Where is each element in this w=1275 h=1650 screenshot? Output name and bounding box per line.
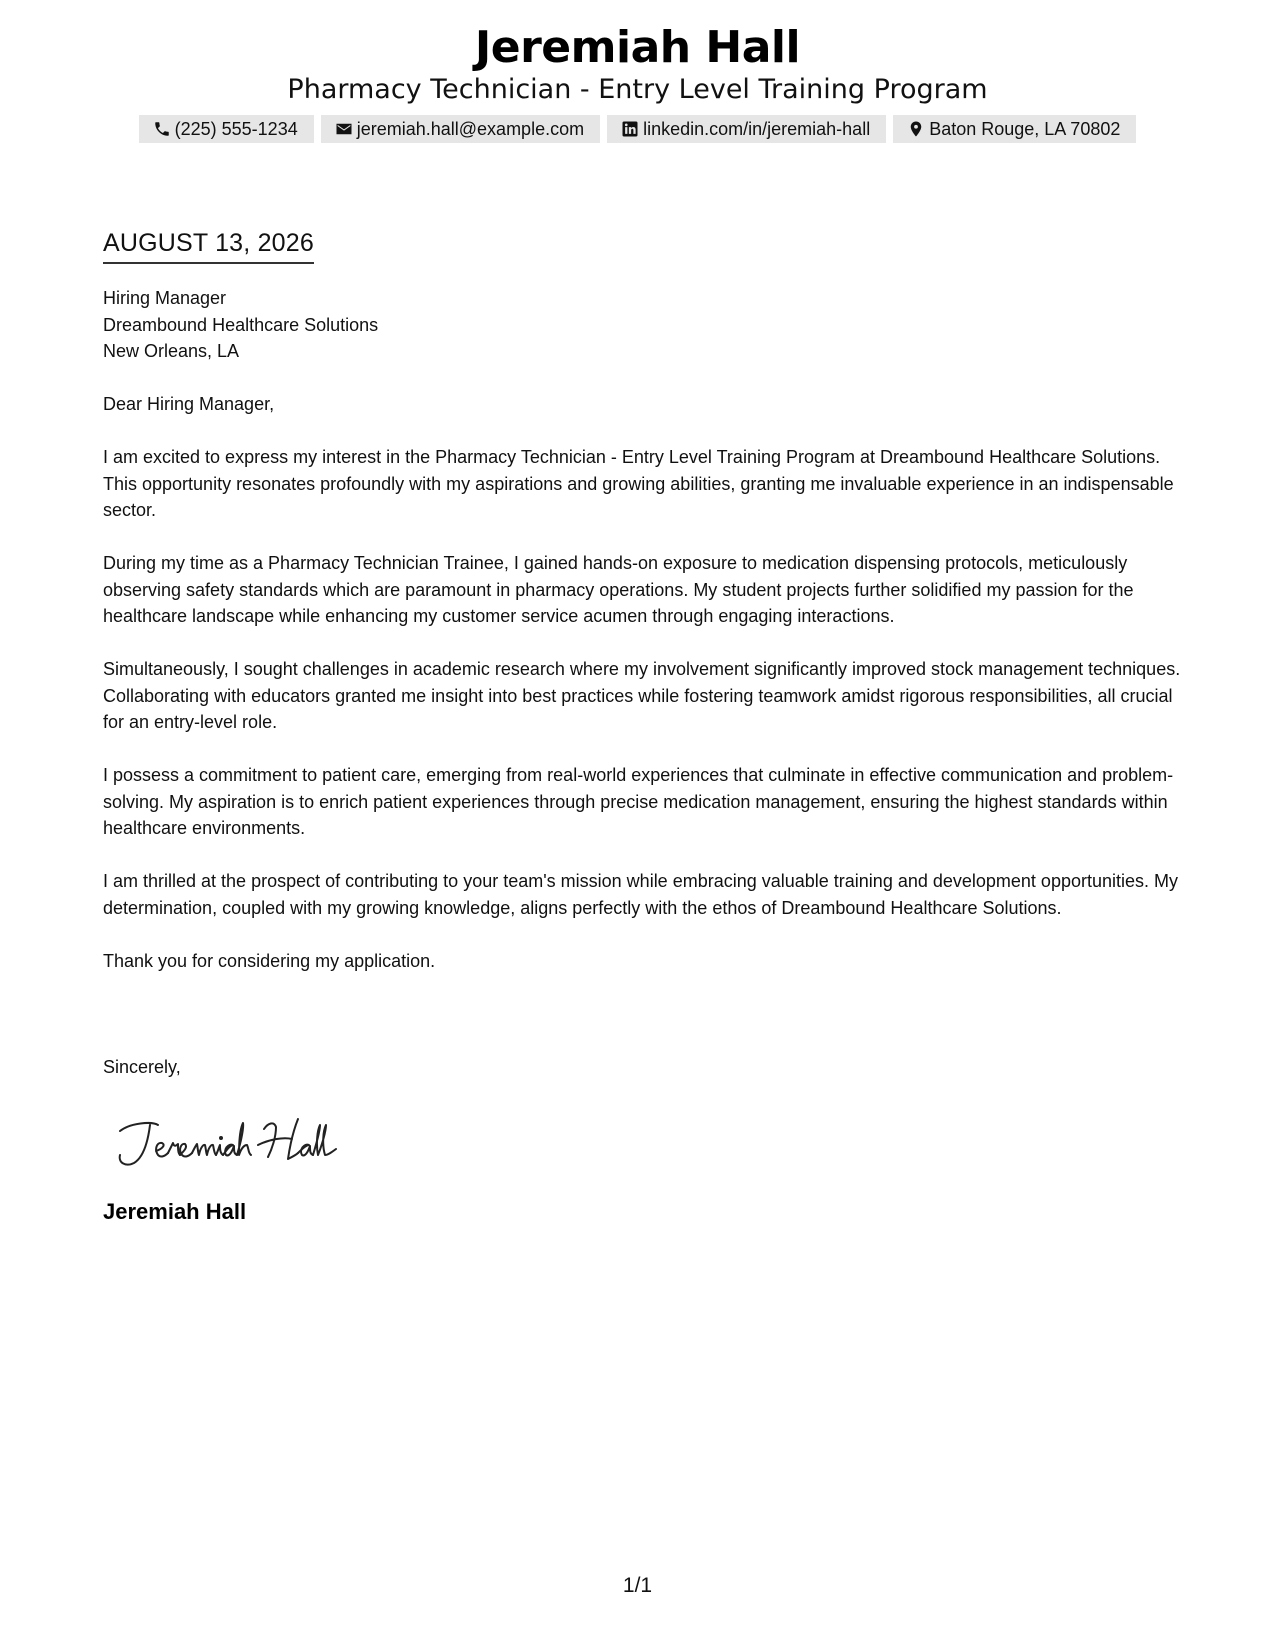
paragraph-6: Thank you for considering my application.: [103, 950, 436, 971]
recipient-block: [103, 285, 1183, 365]
paragraph-5: I am thrilled at the prospect of contributing to your team's mission while embracing valuable training and development opportunities. My determination, coupled with my growing knowledge, aligns perfectly with the ethos of Dreambound Healthcare Solutions.: [103, 871, 1178, 918]
signer-name: Jeremiah Hall: [103, 1199, 247, 1224]
email-text: jeremiah.hall@example.com: [356, 118, 585, 139]
linkedin-text: linkedin.com/in/jeremiah-hall: [643, 118, 871, 139]
map-marker-icon: [906, 119, 926, 139]
paragraph-2: During my time as a Pharmacy Technician Trainee, I gained hands-on exposure to medication dispensing protocols, meticulously observing safety standards which are paramount in pharmacy operations. My student projects further solidified my passion for the healthcare landscape while enhancing my customer service acumen through engaging interactions.: [103, 553, 1134, 626]
linkedin-icon: [620, 119, 640, 139]
salutation: Dear Hiring Manager,: [103, 394, 275, 414]
letter-body: [103, 285, 1183, 1001]
envelope-icon: [334, 119, 354, 139]
contact-phone: [139, 115, 314, 143]
recipient-location: New Orleans, LA: [103, 341, 240, 361]
contact-linkedin[interactable]: [607, 115, 886, 143]
handwritten-signature: [112, 1105, 352, 1175]
phone-text: (225) 555-1234: [174, 118, 298, 139]
applicant-name: Jeremiah Hall: [474, 22, 801, 73]
paragraph-4: I possess a commitment to patient care, emerging from real-world experiences that culminate in effective communication and problem-solving. My aspiration is to enrich patient experiences through precise medication management, ensuring the highest standards within healthcare environments.: [103, 765, 1174, 838]
job-title: Pharmacy Technician - Entry Level Training Program: [287, 74, 988, 105]
recipient-title: Hiring Manager: [103, 288, 227, 308]
contact-location: [893, 115, 1136, 143]
page-number: 1/1: [622, 1574, 653, 1597]
recipient-company: Dreambound Healthcare Solutions: [103, 314, 379, 335]
paragraph-3: Simultaneously, I sought challenges in academic research where my involvement significantly improved stock management techniques. Collaborating with educators granted me insight into best practices while fostering teamwork amidst rigorous responsibilities, all crucial for an entry-level role.: [103, 659, 1181, 732]
letter-header: [0, 20, 1275, 143]
paragraph-1: I am excited to express my interest in the Pharmacy Technician - Entry Level Training Program at Dreambound Healthcare Solutions. This opportunity resonates profoundly with my aspirations and growing abilities, granting me invaluable experience in an indispensable sector.: [103, 447, 1174, 520]
location-text: Baton Rouge, LA 70802: [929, 118, 1121, 139]
contact-bar: [0, 115, 1275, 143]
closing: Sincerely,: [103, 1057, 181, 1077]
letter-date: AUGUST 13, 2026: [103, 226, 314, 264]
contact-email[interactable]: [321, 115, 600, 143]
phone-icon: [152, 119, 172, 139]
